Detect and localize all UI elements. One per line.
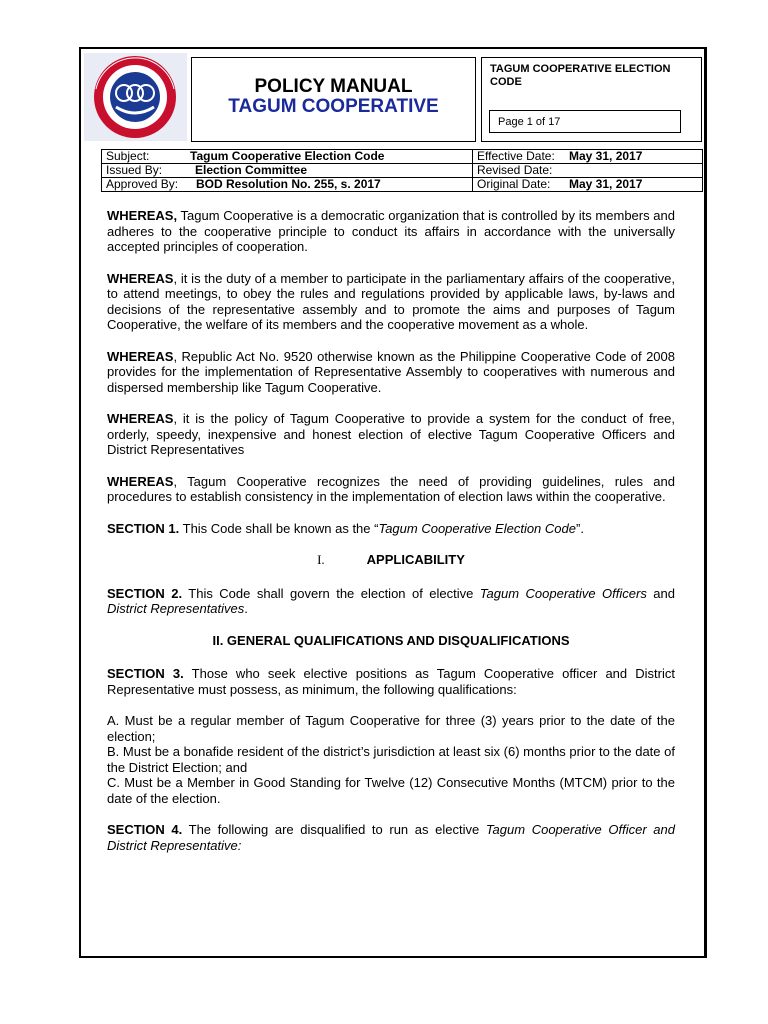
cooperative-logo	[84, 53, 187, 141]
effective-cell	[473, 150, 703, 164]
subject-label: Subject:	[106, 149, 150, 163]
meta-row	[102, 150, 703, 164]
effective-value: May 31, 2017	[569, 149, 643, 163]
subject-value: Tagum Cooperative Election Code	[190, 149, 385, 163]
issued-value: Election Committee	[195, 163, 308, 177]
heading-qualifications: II. GENERAL QUALIFICATIONS AND DISQUALIFICATIONS	[212, 632, 570, 648]
document-body	[107, 208, 675, 869]
document-meta-table	[101, 149, 703, 192]
qualification-a: A. Must be a regular member of Tagum Cooperative for three (3) years prior to the date of the election;	[107, 713, 675, 744]
original-label: Original Date:	[477, 177, 551, 191]
whereas-paragraph-5: WHEREAS, Tagum Cooperative recognizes the need of providing guidelines, rules and procedures to establish consistency in the implementation of election laws within the cooperative.	[107, 473, 675, 504]
issued-label: Issued By:	[106, 163, 163, 177]
meta-row	[102, 178, 703, 192]
revised-cell	[473, 164, 703, 178]
heading-applicability: I. APPLICABILITY	[317, 552, 465, 567]
title-tagum-cooperative: TAGUM COOPERATIVE	[228, 96, 439, 117]
page-number: Page 1 of 17	[489, 110, 681, 133]
whereas-paragraph-1: WHEREAS, Tagum Cooperative is a democratic organization that is controlled by its members and adheres to the cooperative principle to conduct its affairs in accordance with the universally accepted principles of cooperation.	[107, 208, 675, 254]
original-cell	[473, 178, 703, 192]
effective-label: Effective Date:	[477, 149, 555, 163]
whereas-paragraph-4: WHEREAS, it is the policy of Tagum Cooperative to provide a system for the conduct of free, orderly, speedy, inexpensive and honest election of elective Tagum Cooperative Officers and District Representatives	[107, 411, 675, 457]
approved-cell	[102, 178, 473, 192]
issued-cell	[102, 164, 473, 178]
section-2: SECTION 2. This Code shall govern the election of elective Tagum Cooperative Officers and District Representatives.	[107, 585, 675, 616]
section-4: SECTION 4. The following are disqualified to run as elective Tagum Cooperative Officer and District Representative:	[107, 822, 675, 853]
subject-cell	[102, 150, 473, 164]
qualification-b: B. Must be a bonafide resident of the district’s jurisdiction at least six (6) months prior to the date of the District Election; and	[107, 744, 675, 775]
approved-value: BOD Resolution No. 255, s. 2017	[196, 177, 381, 191]
logo-seal-icon	[84, 53, 187, 141]
whereas-paragraph-3: WHEREAS, Republic Act No. 9520 otherwise known as the Philippine Cooperative Code of 2008 provides for the implementation of Representative Assembly to cooperatives with numerous and dispersed membership like Tagum Cooperative.	[107, 348, 675, 395]
approved-label: Approved By:	[106, 177, 179, 191]
qualification-c: C. Must be a Member in Good Standing for Twelve (12) Consecutive Months (MTCM) prior to the date of the election.	[107, 775, 675, 806]
title-box	[191, 57, 476, 142]
original-value: May 31, 2017	[569, 177, 643, 191]
section-3: SECTION 3. Those who seek elective positions as Tagum Cooperative officer and District Representative must possess, as minimum, the following qualifications:	[107, 666, 675, 697]
section-1: SECTION 1. This Code shall be known as the “Tagum Cooperative Election Code”.	[107, 520, 584, 536]
revised-label: Revised Date:	[477, 163, 553, 177]
title-policy-manual: POLICY MANUAL	[254, 76, 413, 97]
whereas-paragraph-2: WHEREAS, it is the duty of a member to participate in the parliamentary affairs of the cooperative, to attend meetings, to obey the rules and regulations provided by applicable laws, by-laws and decisions of the representative assembly and to promote the aims and purposes of Tagum Cooperative, the welfare of its members and the cooperative movement as a whole.	[107, 270, 675, 332]
code-title: TAGUM COOPERATIVE ELECTION CODE	[490, 63, 671, 88]
meta-row	[102, 164, 703, 178]
